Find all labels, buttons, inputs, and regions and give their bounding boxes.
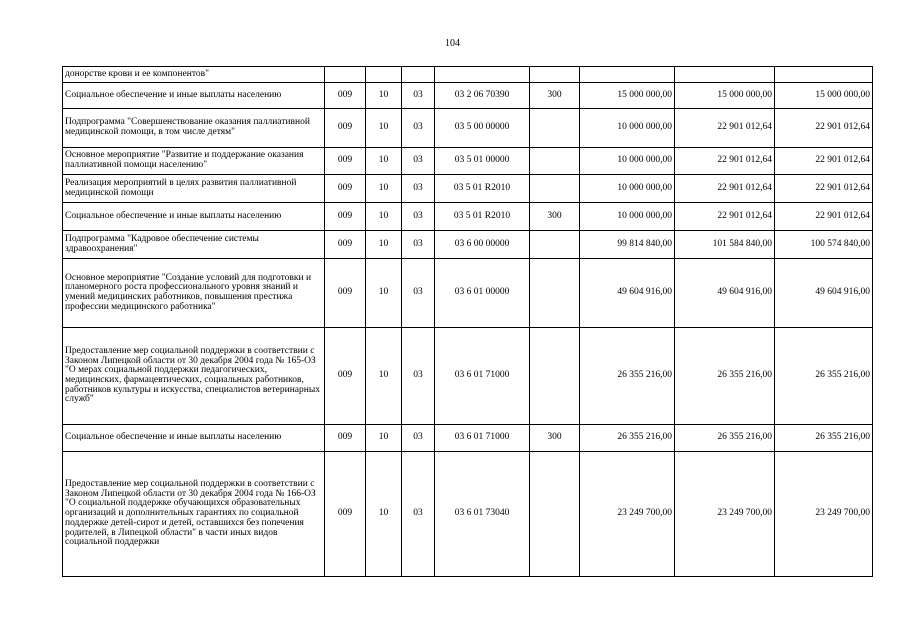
grbs-cell: 009 xyxy=(325,259,366,328)
section-cell: 10 xyxy=(366,259,402,328)
subsection-cell: 03 xyxy=(402,452,435,577)
target-article-cell: 03 5 01 R2010 xyxy=(435,203,530,231)
amount-year2-cell: 22 901 012,64 xyxy=(675,109,775,148)
amount-year1-cell: 10 000 000,00 xyxy=(580,175,675,203)
grbs-cell: 009 xyxy=(325,328,366,425)
amount-year1-cell: 10 000 000,00 xyxy=(580,109,675,148)
amount-year3-cell: 23 249 700,00 xyxy=(775,452,873,577)
table-row xyxy=(63,148,873,175)
amount-year3-cell: 49 604 916,00 xyxy=(775,259,873,328)
row-name: Предоставление мер социальной поддержки в соответствии с Законом Липецкой области от 30 декабря 2004 года № 166-ОЗ "О социальной поддержке обучающихся образовательных организаций и дополнительных гарантиях по социальной поддержке детей-сирот и детей, оставшихся без попечения родителей, в Липецкой области" в части иных видов социальной поддержки xyxy=(63,452,325,577)
expense-type-cell xyxy=(530,328,580,425)
section-cell: 10 xyxy=(366,109,402,148)
amount-year1-cell xyxy=(580,67,675,83)
section-cell: 10 xyxy=(366,175,402,203)
amount-year3-cell: 100 574 840,00 xyxy=(775,231,873,259)
amount-year2-cell: 23 249 700,00 xyxy=(675,452,775,577)
expense-type-cell: 300 xyxy=(530,203,580,231)
grbs-cell: 009 xyxy=(325,203,366,231)
amount-year3-cell: 26 355 216,00 xyxy=(775,425,873,452)
amount-year3-cell: 15 000 000,00 xyxy=(775,83,873,109)
grbs-cell: 009 xyxy=(325,452,366,577)
subsection-cell: 03 xyxy=(402,259,435,328)
section-cell: 10 xyxy=(366,203,402,231)
expense-type-cell: 300 xyxy=(530,425,580,452)
table-row xyxy=(63,452,873,577)
grbs-cell: 009 xyxy=(325,148,366,175)
expense-type-cell xyxy=(530,175,580,203)
amount-year1-cell: 10 000 000,00 xyxy=(580,148,675,175)
table-row xyxy=(63,203,873,231)
row-name: Подпрограмма "Кадровое обеспечение системы здравоохранения" xyxy=(63,231,325,259)
subsection-cell: 03 xyxy=(402,148,435,175)
table-row xyxy=(63,67,873,83)
target-article-cell xyxy=(435,67,530,83)
row-name: Подпрограмма "Совершенствование оказания паллиативной медицинской помощи, в том числе детям" xyxy=(63,109,325,148)
expense-type-cell xyxy=(530,148,580,175)
section-cell: 10 xyxy=(366,148,402,175)
expense-type-cell xyxy=(530,452,580,577)
page-number: 104 xyxy=(445,38,460,49)
target-article-cell: 03 2 06 70390 xyxy=(435,83,530,109)
expense-type-cell xyxy=(530,231,580,259)
target-article-cell: 03 6 01 71000 xyxy=(435,328,530,425)
target-article-cell: 03 5 01 R2010 xyxy=(435,175,530,203)
amount-year1-cell: 10 000 000,00 xyxy=(580,203,675,231)
subsection-cell: 03 xyxy=(402,175,435,203)
row-name: Основное мероприятие "Развитие и поддержание оказания паллиативной помощи населению" xyxy=(63,148,325,175)
grbs-cell: 009 xyxy=(325,175,366,203)
table-row xyxy=(63,109,873,148)
target-article-cell: 03 6 01 73040 xyxy=(435,452,530,577)
amount-year1-cell: 26 355 216,00 xyxy=(580,425,675,452)
section-cell: 10 xyxy=(366,452,402,577)
section-cell: 10 xyxy=(366,83,402,109)
table-row xyxy=(63,83,873,109)
budget-table xyxy=(62,66,873,577)
target-article-cell: 03 5 00 00000 xyxy=(435,109,530,148)
subsection-cell: 03 xyxy=(402,83,435,109)
amount-year1-cell: 49 604 916,00 xyxy=(580,259,675,328)
amount-year1-cell: 15 000 000,00 xyxy=(580,83,675,109)
amount-year3-cell xyxy=(775,67,873,83)
table-row xyxy=(63,328,873,425)
amount-year2-cell: 22 901 012,64 xyxy=(675,203,775,231)
grbs-cell: 009 xyxy=(325,425,366,452)
target-article-cell: 03 6 01 00000 xyxy=(435,259,530,328)
row-name: донорстве крови и ее компонентов" xyxy=(63,67,325,83)
section-cell: 10 xyxy=(366,425,402,452)
amount-year3-cell: 22 901 012,64 xyxy=(775,203,873,231)
table-row xyxy=(63,231,873,259)
subsection-cell: 03 xyxy=(402,328,435,425)
table-row xyxy=(63,175,873,203)
grbs-cell xyxy=(325,67,366,83)
subsection-cell: 03 xyxy=(402,231,435,259)
expense-type-cell xyxy=(530,67,580,83)
amount-year3-cell: 22 901 012,64 xyxy=(775,109,873,148)
grbs-cell: 009 xyxy=(325,231,366,259)
amount-year1-cell: 26 355 216,00 xyxy=(580,328,675,425)
row-name: Основное мероприятие "Создание условий для подготовки и планомерного роста профессионального уровня знаний и умений медицинских работников, повышения престижа профессии медицинского работника" xyxy=(63,259,325,328)
grbs-cell: 009 xyxy=(325,83,366,109)
table-row xyxy=(63,425,873,452)
amount-year3-cell: 26 355 216,00 xyxy=(775,328,873,425)
row-name: Социальное обеспечение и иные выплаты населению xyxy=(63,425,325,452)
amount-year2-cell: 22 901 012,64 xyxy=(675,175,775,203)
section-cell xyxy=(366,67,402,83)
row-name: Предоставление мер социальной поддержки в соответствии с Законом Липецкой области от 30 декабря 2004 года № 165-ОЗ "О мерах социальной поддержки педагогических, медицинских, фармацевтических, социальных работников, работников культуры и искусства, специалистов ветеринарных служб" xyxy=(63,328,325,425)
amount-year1-cell: 23 249 700,00 xyxy=(580,452,675,577)
amount-year2-cell: 26 355 216,00 xyxy=(675,425,775,452)
section-cell: 10 xyxy=(366,328,402,425)
subsection-cell: 03 xyxy=(402,109,435,148)
target-article-cell: 03 5 01 00000 xyxy=(435,148,530,175)
amount-year2-cell: 101 584 840,00 xyxy=(675,231,775,259)
target-article-cell: 03 6 01 71000 xyxy=(435,425,530,452)
expense-type-cell xyxy=(530,109,580,148)
expense-type-cell: 300 xyxy=(530,83,580,109)
amount-year2-cell: 49 604 916,00 xyxy=(675,259,775,328)
subsection-cell xyxy=(402,67,435,83)
row-name: Социальное обеспечение и иные выплаты населению xyxy=(63,83,325,109)
subsection-cell: 03 xyxy=(402,425,435,452)
amount-year2-cell: 22 901 012,64 xyxy=(675,148,775,175)
amount-year2-cell: 26 355 216,00 xyxy=(675,328,775,425)
amount-year2-cell xyxy=(675,67,775,83)
amount-year2-cell: 15 000 000,00 xyxy=(675,83,775,109)
row-name: Реализация мероприятий в целях развития паллиативной медицинской помощи xyxy=(63,175,325,203)
amount-year3-cell: 22 901 012,64 xyxy=(775,148,873,175)
amount-year3-cell: 22 901 012,64 xyxy=(775,175,873,203)
amount-year1-cell: 99 814 840,00 xyxy=(580,231,675,259)
target-article-cell: 03 6 00 00000 xyxy=(435,231,530,259)
grbs-cell: 009 xyxy=(325,109,366,148)
row-name: Социальное обеспечение и иные выплаты населению xyxy=(63,203,325,231)
section-cell: 10 xyxy=(366,231,402,259)
table-body xyxy=(63,67,873,577)
expense-type-cell xyxy=(530,259,580,328)
subsection-cell: 03 xyxy=(402,203,435,231)
table-row xyxy=(63,259,873,328)
